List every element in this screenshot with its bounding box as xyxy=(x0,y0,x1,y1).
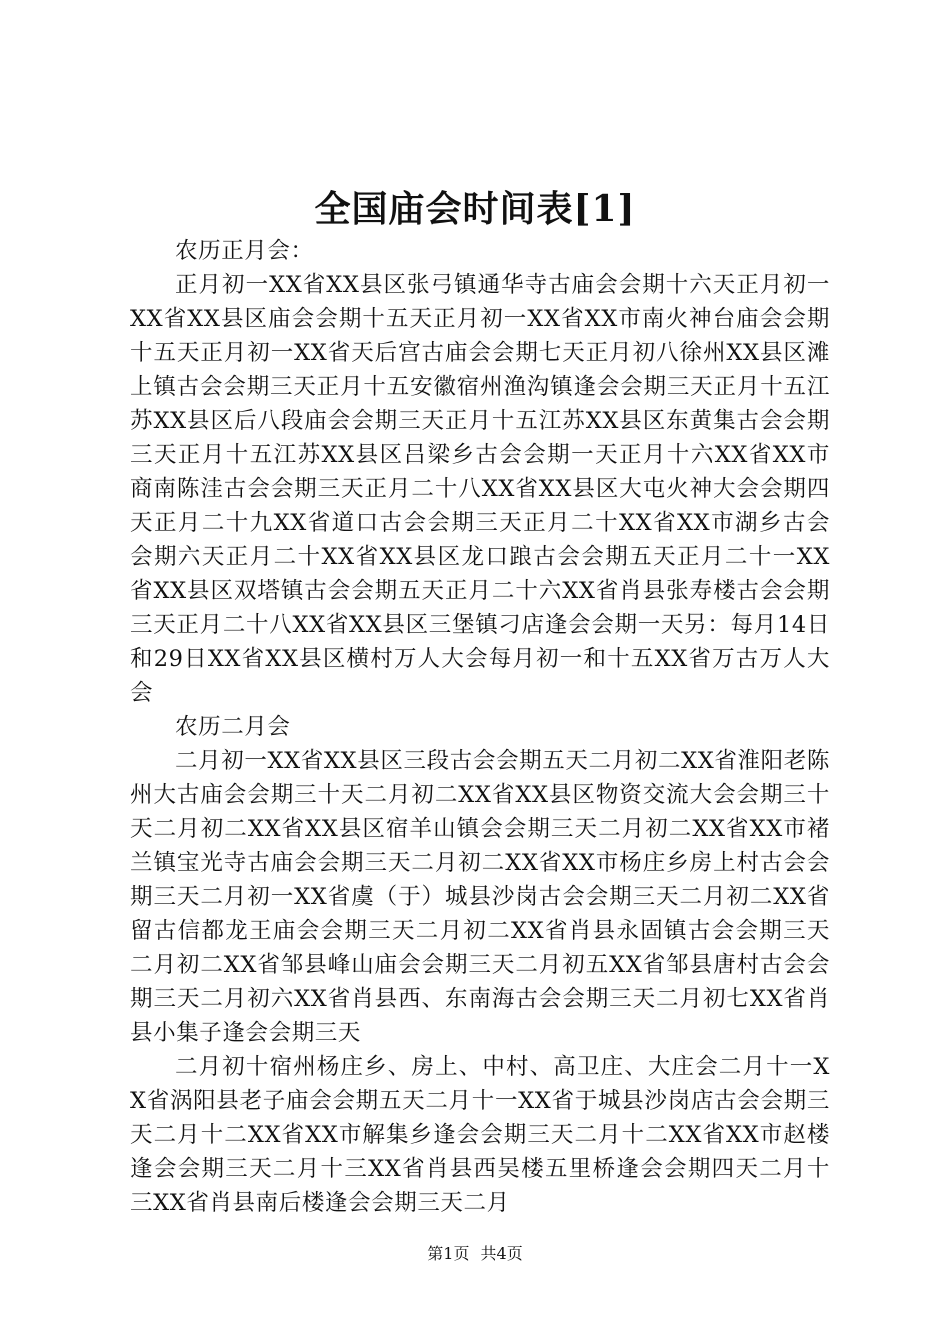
section-heading-second-month: 农历二月会 xyxy=(175,714,291,740)
page-total: 共4页 xyxy=(480,1244,523,1263)
paragraph-second-month-a: 二月初一XX省XX县区三段古会会期五天二月初二XX省淮阳老陈州大古庙会会期三十天二月初二XX省XX县区物资交流大会会期三十天二月初二XX省XX县区宿羊山镇会会期三天二月初二XX省XX市褚兰镇宝光寺古庙会会期三天二月初二XX省XX市杨庄乡房上村古会会期三天二月初一XX省虞（于）城县沙岗古会会期三天二月初二XX省留古信都龙王庙会会期三天二月初二XX省肖县永固镇古会会期三天二月初二XX省邹县峰山庙会会期三天二月初五XX省邹县唐村古会会期三天二月初六XX省肖县西、东南海古会会期三天二月初七XX省肖县小集子逢会会期三天 xyxy=(130,748,830,1046)
paragraph-second-month-b: 二月初十宿州杨庄乡、房上、中村、高卫庄、大庄会二月十一XX省涡阳县老子庙会会期五天二月十一XX省于城县沙岗店古会会期三天二月十二XX省XX市解集乡逢会会期三天二月十二XX省XX市赵楼逢会会期三天二月十三XX省肖县西吴楼五里桥逢会会期四天二月十三XX省肖县南后楼逢会会期三天二月 xyxy=(130,1054,830,1216)
page-footer xyxy=(0,1244,950,1264)
section-heading-first-month: 农历正月会： xyxy=(175,238,314,264)
paragraph-first-month: 正月初一XX省XX县区张弓镇通华寺古庙会会期十六天正月初一XX省XX县区庙会会期十五天正月初一XX省XX市南火神台庙会会期十五天正月初一XX省天后宫古庙会会期七天正月初八徐州XX县区滩上镇古会会期三天正月十五安徽宿州渔沟镇逢会会期三天正月十五江苏XX县区后八段庙会会期三天正月十五江苏XX县区东黄集古会会期三天正月十五江苏XX县区吕梁乡古会会期一天正月十六XX省XX市商南陈洼古会会期三天正月二十八XX省XX县区大屯火神大会会期四天正月二十九XX省道口古会会期三天正月二十XX省XX市湖乡古会会期六天正月二十XX省XX县区龙口踉古会会期五天正月二十一XX省XX县区双塔镇古会会期五天正月二十六XX省肖县张寿楼古会会期三天正月二十八XX省XX县区三堡镇刁店逢会会期一天另：每月14日和29日XX省XX县区横村万人大会每月初一和十五XX省万古万人大会 xyxy=(130,272,830,706)
document-body xyxy=(130,234,830,1220)
page-title: 全国庙会时间表[1] xyxy=(314,188,636,230)
page-number: 第1页 xyxy=(427,1244,470,1263)
